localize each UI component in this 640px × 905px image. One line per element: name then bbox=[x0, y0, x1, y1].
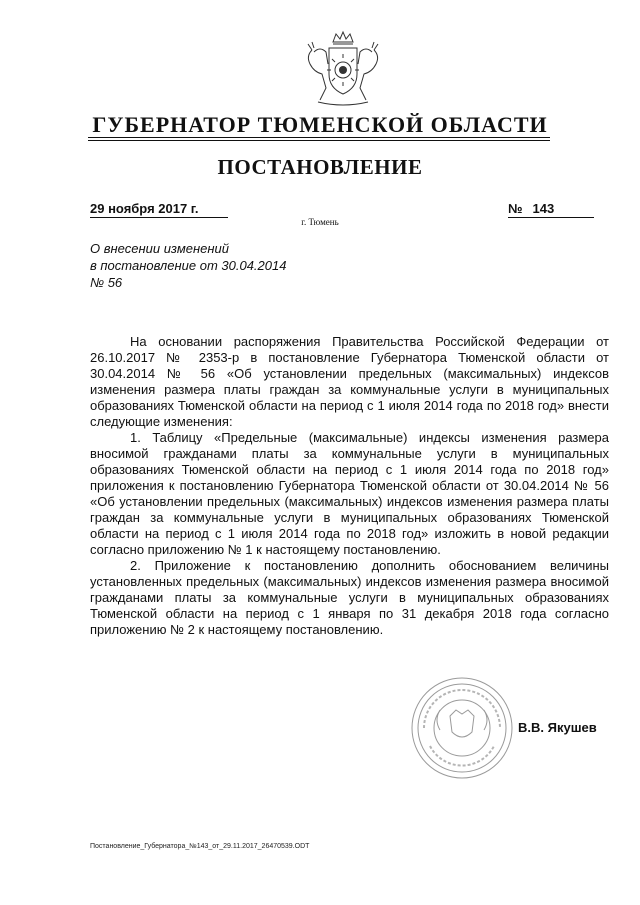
document-body bbox=[90, 334, 609, 638]
footer-filename: Постановление_Губернатора_№143_от_29.11.2017_26470539.ODT bbox=[90, 843, 310, 850]
document-number bbox=[508, 201, 594, 218]
official-seal-icon bbox=[410, 676, 514, 780]
document-type: ПОСТАНОВЛЕНИЕ bbox=[217, 155, 423, 179]
title-rule-top bbox=[88, 137, 550, 138]
body-paragraph-item-2: 2. Приложение к постановлению дополнить обоснованием величины установленных предельных (максимальных) индексов изменения размера вносимой гражданами платы за коммунальные услуги в муниципальных образованиях Тюменской области на период с 1 января по 31 декабря 2018 года согласно приложению № 2 к настоящему постановлению. bbox=[90, 558, 609, 637]
document-subject bbox=[90, 240, 350, 291]
coat-of-arms-icon bbox=[300, 28, 386, 110]
subject-line-3: № 56 bbox=[90, 275, 123, 290]
authority-title: ГУБЕРНАТОР ТЮМЕНСКОЙ ОБЛАСТИ bbox=[92, 112, 548, 137]
document-date: 29 ноября 2017 г. bbox=[90, 201, 228, 218]
signatory-name: В.В. Якушев bbox=[518, 720, 597, 735]
document-city: г. Тюмень bbox=[301, 217, 339, 227]
number-value: 143 bbox=[532, 201, 555, 216]
body-paragraph-item-1: 1. Таблицу «Предельные (максимальные) индексы изменения размера вносимой гражданами платы за коммунальные услуги в муниципальных образованиях Тюменской области на период с 1 июля 2014 года по 2018 год» приложения к постановлению Губернатора Тюменской области от 30.04.2014 № 56 «Об установлении предельных (максимальных) индексов изменения размера платы граждан за коммунальные услуги в муниципальных образованиях Тюменской области на период с 1 июля 2014 года по 2018 год» изложить в новой редакции согласно приложению № 1 к настоящему постановлению. bbox=[90, 430, 609, 557]
subject-line-1: О внесении изменений bbox=[90, 241, 229, 256]
body-paragraph-preamble: На основании распоряжения Правительства Российской Федерации от 26.10.2017 № 2353-р в постановление Губернатора Тюменской области от 30.04.2014 № 56 «Об установлении предельных (максимальных) индексов изменения размера платы граждан за коммунальные услуги в муниципальных образованиях Тюменской области на период с 1 июля 2014 года по 2018 год» внести следующие изменения: bbox=[90, 334, 609, 429]
title-rule-bottom bbox=[88, 140, 550, 141]
subject-line-2: в постановление от 30.04.2014 bbox=[90, 258, 287, 273]
number-label: № bbox=[508, 201, 523, 216]
